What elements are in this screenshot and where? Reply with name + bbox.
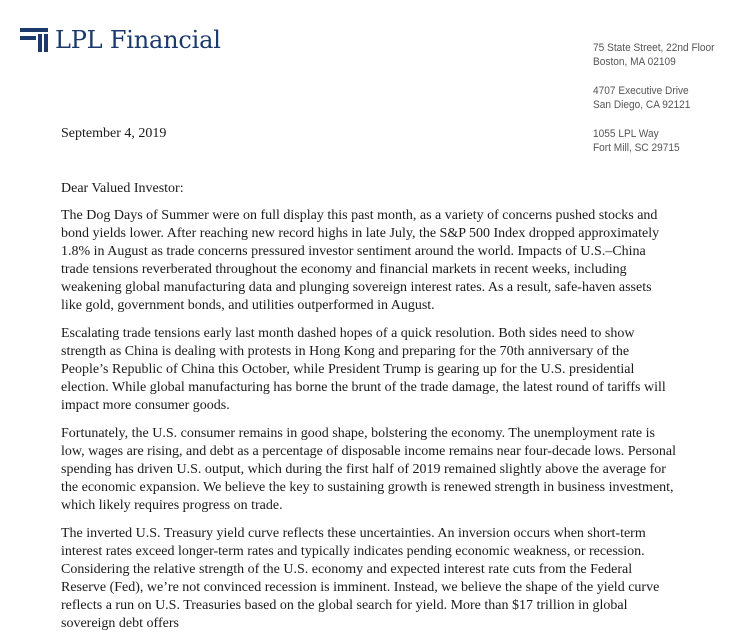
letter-date: September 4, 2019 <box>61 126 167 141</box>
paragraph: The inverted U.S. Treasury yield curve reflects these uncertainties. An inversion occurs when short-term interest rates exceed longer-term rates and typically indicates pending economic weakness, or recession. Considering the relative strength of the U.S. economy and expected interest rate cuts from the Federal Reserve (Fed), we’re not convinced recession is imminent. Instead, we believe the shape of the yield curve reflects a run on U.S. Treasuries based on the global search for yield. More than $17 trillion in global sovereign debt offers <box>61 526 660 631</box>
lpl-bars-icon <box>20 28 48 52</box>
paragraph: The Dog Days of Summer were on full display this past month, as a variety of concerns pushed stocks and bond yields lower. After reaching new record highs in late July, the S&P 500 Index dropped approximately 1.8% in August as trade concerns pressured investor sentiment around the world. Impacts of U.S.–China trade tensions reverberated throughout the economy and financial markets in recent weeks, including weakening global manufacturing data and plunging sovereign interest rates. As a result, safe-haven assets like gold, government bonds, and utilities outperformed in August. <box>61 208 660 313</box>
address-san-diego <box>593 84 728 112</box>
address-line: 1055 LPL Way <box>593 128 659 140</box>
office-addresses <box>593 41 740 170</box>
address-line: Fort Mill, SC 29715 <box>593 142 680 154</box>
address-line: San Diego, CA 92121 <box>593 99 691 111</box>
paragraph: Fortunately, the U.S. consumer remains in good shape, bolstering the economy. The unemployment rate is low, wages are rising, and debt as a percentage of disposable income remains near four-decade lows. Personal spending has driven U.S. output, which during the first half of 2019 remained slightly above the average for the economic expansion. We believe the key to sustaining growth is renewed strength in business investment, which likely requires progress on trade. <box>61 426 676 513</box>
company-logo <box>20 26 221 54</box>
logo-text: LPL Financial <box>55 26 221 54</box>
salutation: Dear Valued Investor: <box>61 181 184 196</box>
address-line: Boston, MA 02109 <box>593 56 676 68</box>
address-boston <box>593 41 728 69</box>
address-fort-mill <box>593 127 728 155</box>
paragraph: Escalating trade tensions early last month dashed hopes of a quick resolution. Both sides need to show strength as China is dealing with protests in Hong Kong and preparing for the 70th anniversary of the People’s Republic of China this October, while President Trump is gearing up for the U.S. presidential election. While global manufacturing has borne the brunt of the trade damage, the latest round of tariffs will impact more consumer goods. <box>61 326 666 413</box>
letter-body <box>61 181 676 643</box>
address-line: 75 State Street, 22nd Floor <box>593 42 715 54</box>
address-line: 4707 Executive Drive <box>593 85 689 97</box>
